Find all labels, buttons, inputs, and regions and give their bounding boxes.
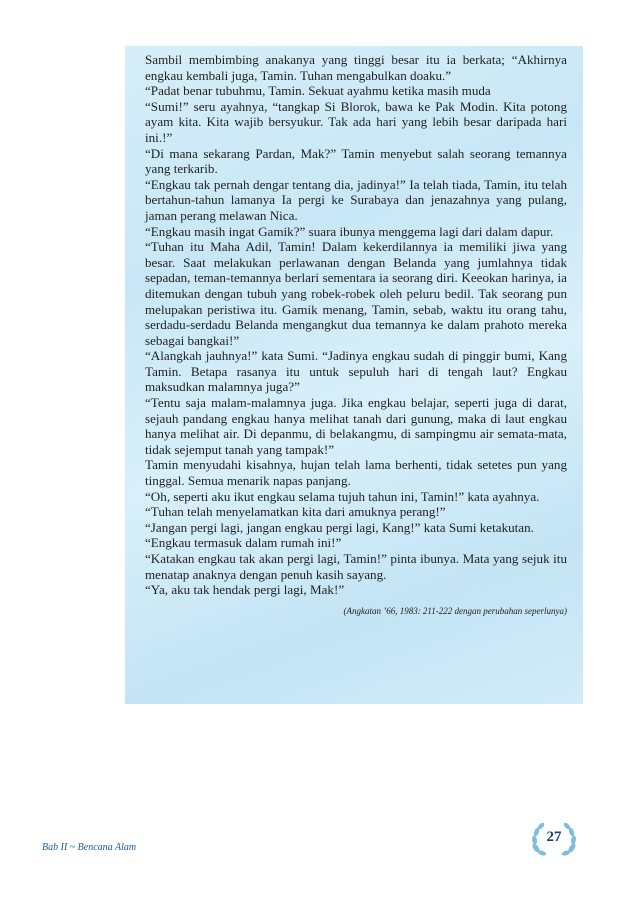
story-paragraph: “Engkau masih ingat Gamik?” suara ibunya menggema lagi dari dalam dapur. [145,223,554,239]
story-paragraph: Tamin menyudahi kisahnya, hujan telah lama berhenti, tidak setetes pun yang tinggal. Semua menarik napas panjang. [145,457,567,489]
source-citation: (Angkatan ’66, 1983: 211-222 dengan perubahan seperlunya) [343,605,567,616]
story-paragraph: “Engkau tak pernah dengar tentang dia, jadinya!” Ia telah tiada, Tamin, itu telah bertahun-tahun lamanya Ia pergi ke Surabaya dan jenazahnya yang pulang, jaman perang melawan Nica. [145,176,567,223]
story-paragraph: “Tentu saja malam-malamnya juga. Jika engkau belajar, seperti juga di darat, sejauh pandang engkau hanya melihat tanah dari gunung, maka di laut engkau hanya melihat air. Di depanmu, di belakangmu, di sampingmu air semata-mata, tidak sejemput tanah yang tampak!” [145,395,567,457]
chapter-footer: Bab II ~ Bencana Alam [42,842,137,853]
story-paragraph: “Padat benar tubuhmu, Tamin. Sekuat ayahmu ketika masih muda [145,83,491,99]
story-paragraph: “Tuhan telah menyelamatkan kita dari amuknya perang!” [145,504,446,520]
story-paragraph: “Alangkah jauhnya!” kata Sumi. “Jadinya engkau sudah di pinggir bumi, Kang Tamin. Betapa rasanya itu untuk sepuluh hari di tengah laut? Engkau maksudkan malamnya juga?” [145,348,567,395]
story-paragraph: “Tuhan itu Maha Adil, Tamin! Dalam kekerdilannya ia memiliki jiwa yang besar. Saat melakukan perlawanan dengan Belanda yang jumlahnya tidak sepadan, teman-temannya berlari sementara ia seorang diri. Keeokan harinya, ia ditemukan dengan tubuh yang robek-robek oleh peluru bedil. Tak seorang pun melupakan peristiwa itu. Gamik menang, Tamin, sebab, waktu itu orang tahu, serdadu-serdadu Belanda mengangkut dua temannya ke dalam prahoto mereka sebagai bangkai!” [145,239,567,348]
page-number-badge [530,820,578,860]
story-paragraph: Sambil membimbing anakanya yang tinggi besar itu ia berkata; “Akhirnya engkau kembali juga, Tamin. Tuhan mengabulkan doaku.” [145,52,567,83]
story-paragraph: “Ya, aku tak hendak pergi lagi, Mak!” [145,582,345,598]
story-paragraph: “Di mana sekarang Pardan, Mak?” Tamin menyebut salah seorang temannya yang terkarib. [145,145,567,177]
story-text [145,52,567,598]
story-paragraph: “Sumi!” seru ayahnya, “tangkap Si Blorok, bawa ke Pak Modin. Kita potong ayam kita. Kita wajib bersyukur. Tak ada hari yang lebih besar daripada hari ini.!” [145,98,567,145]
story-paragraph: “Katakan engkau tak akan pergi lagi, Tamin!” pinta ibunya. Mata yang sejuk itu menatap anaknya dengan penuh kasih sayang. [145,551,567,582]
page-number: 27 [546,829,562,845]
story-paragraph: “Oh, seperti aku ikut engkau selama tujuh tahun ini, Tamin!” kata ayahnya. [145,488,540,504]
story-box [125,46,583,704]
story-paragraph: “Jangan pergi lagi, jangan engkau pergi lagi, Kang!” kata Sumi ketakutan. [145,519,534,535]
story-paragraph: “Engkau termasuk dalam rumah ini!” [145,535,342,551]
